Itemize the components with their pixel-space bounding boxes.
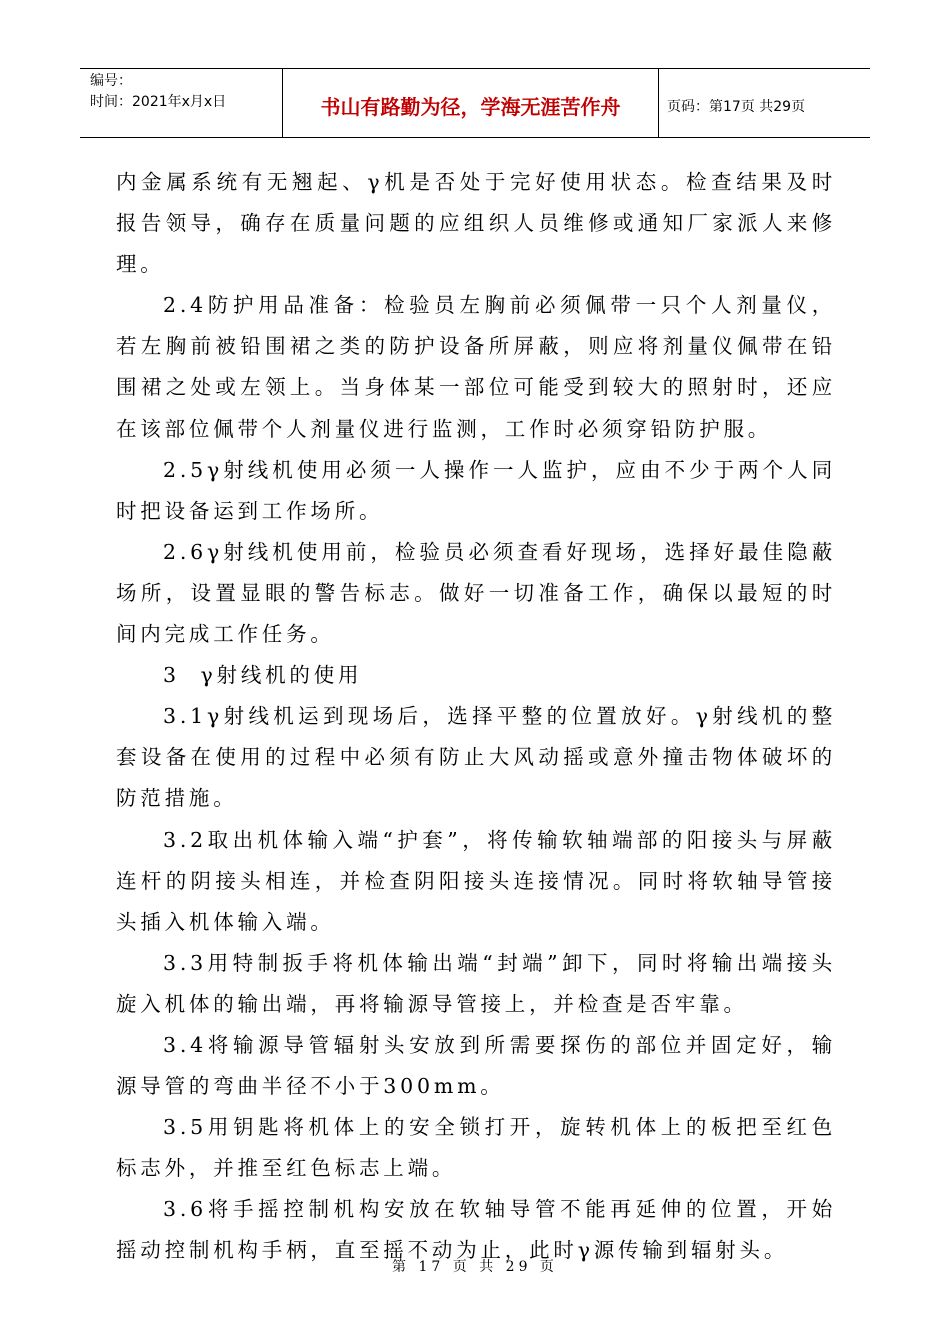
paragraph: 3.3用特制扳手将机体输出端“封端”卸下，同时将输出端接头旋入机体的输出端，再将输源导管接上，并检查是否牢靠。 <box>116 950 836 1016</box>
paragraph: 内金属系统有无翘起、γ机是否处于完好使用状态。检查结果及时报告领导，确存在质量问题的应组织人员维修或通知厂家派人来修理。 <box>116 170 836 277</box>
section-heading: 3 γ射线机的使用 <box>163 663 363 688</box>
paragraph: 2.6γ射线机使用前，检验员必须查看好现场，选择好最佳隐蔽场所，设置显眼的警告标志。做好一切准备工作，确保以最短的时间内完成工作任务。 <box>116 539 836 647</box>
page-footer: 第 17 页 共 29 页 <box>392 1259 558 1275</box>
paragraph: 3.1γ射线机运到现场后，选择平整的位置放好。γ射线机的整套设备在使用的过程中必须有防止大风动摇或意外撞击物体破坏的防范措施。 <box>116 704 836 811</box>
header-motto: 书山有路勤为径，学海无涯苦作舟 <box>283 69 659 137</box>
paragraph: 2.4防护用品准备：检验员左胸前必须佩带一只个人剂量仪，若左胸前被铅围裙之类的防护设备所屏蔽，则应将剂量仪佩带在铅围裙之处或左领上。当身体某一部位可能受到较大的照射时，还应在该部位佩带个人剂量仪进行监测，工作时必须穿铅防护服。 <box>116 293 836 441</box>
paragraph: 3.4将输源导管辐射头安放到所需要探伤的部位并固定好，输源导管的弯曲半径不小于300mm。 <box>116 1032 836 1099</box>
paragraph: 3.5用钥匙将机体上的安全锁打开，旋转机体上的板把至红色标志外，并推至红色标志上端。 <box>116 1115 836 1181</box>
document-date: 时间：2021年x月x日 <box>90 94 227 110</box>
header-page-info: 页码：第17页 共29页 <box>667 99 806 115</box>
paragraph: 3.6将手摇控制机构安放在软轴导管不能再延伸的位置，开始摇动控制机构手柄，直至摇不动为止，此时γ源传输到辐射头。 <box>116 1197 836 1263</box>
document-number-label: 编号： <box>90 73 132 89</box>
document-body <box>116 162 836 1272</box>
paragraph: 3.2取出机体输入端“护套”，将传输软轴端部的阳接头与屏蔽连杆的阴接头相连，并检查阴阳接头连接情况。同时将软轴导管接头插入机体输入端。 <box>116 827 836 934</box>
paragraph: 2.5γ射线机使用必须一人操作一人监护，应由不少于两个人同时把设备运到工作场所。 <box>116 457 836 523</box>
header-meta <box>80 69 283 137</box>
page-header <box>80 68 870 138</box>
